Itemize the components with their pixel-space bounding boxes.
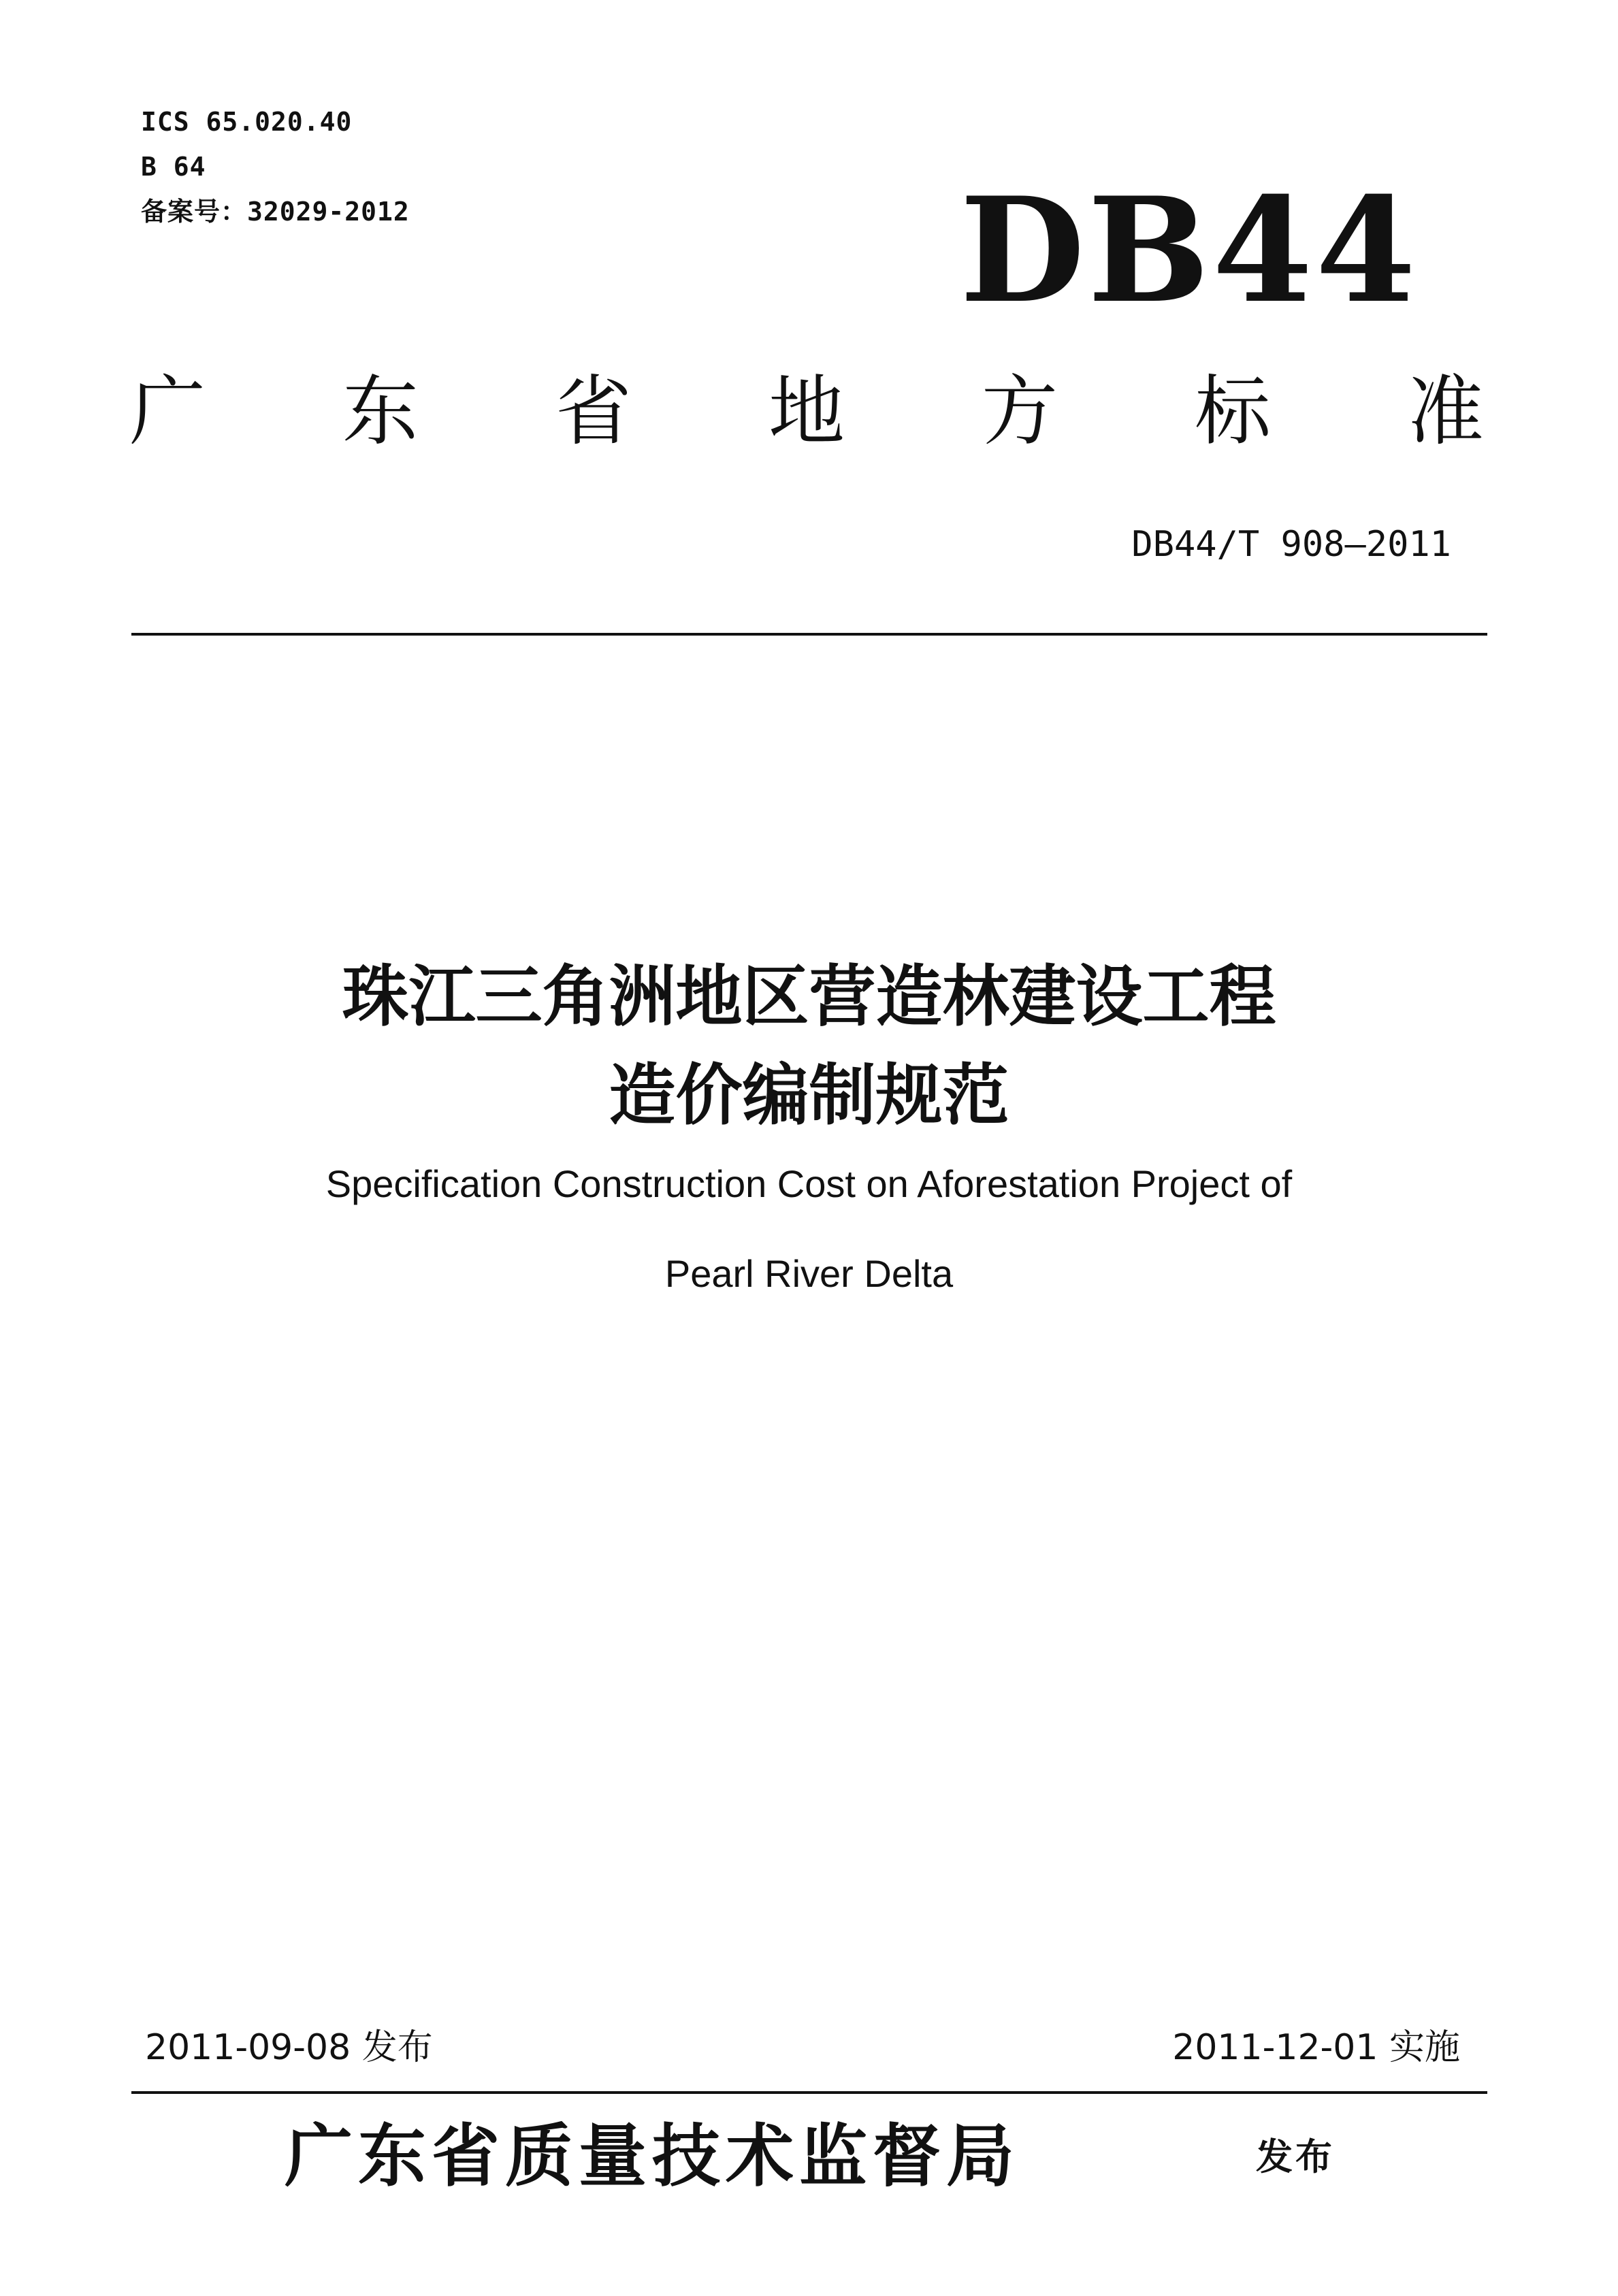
standard-number: DB44/T 908—2011 bbox=[1131, 524, 1451, 565]
ccs-code: B 64 bbox=[141, 152, 206, 182]
standard-type-char: 广 bbox=[129, 367, 206, 456]
db44-logo: DB44 bbox=[960, 165, 1419, 335]
title-chinese-line2: 造价编制规范 bbox=[609, 1057, 1009, 1134]
issue-date: 2011-09-08 发布 bbox=[145, 2027, 433, 2068]
title-english-line1: Specification Construction Cost on Aforestation Project of bbox=[325, 1162, 1293, 1205]
top-divider bbox=[131, 633, 1487, 636]
standard-type-char: 准 bbox=[1408, 367, 1484, 456]
standard-type-char: 东 bbox=[342, 367, 419, 456]
standard-type-char: 地 bbox=[768, 367, 845, 456]
standard-type-char: 方 bbox=[982, 367, 1058, 456]
standard-type-heading bbox=[129, 367, 1484, 456]
publisher-name: 广东省质量技术监督局 bbox=[285, 2116, 1020, 2196]
standard-type-char: 标 bbox=[1195, 367, 1271, 456]
standard-type-char: 省 bbox=[555, 367, 632, 456]
title-chinese-line1: 珠江三角洲地区营造林建设工程 bbox=[342, 958, 1276, 1036]
ics-code: ICS 65.020.40 bbox=[141, 107, 353, 137]
bottom-divider bbox=[131, 2091, 1487, 2094]
record-number: 备案号：32029-2012 bbox=[141, 197, 410, 227]
publisher-suffix: 发布 bbox=[1256, 2135, 1335, 2178]
title-english-line2: Pearl River Delta bbox=[664, 1252, 954, 1295]
implementation-date: 2011-12-01 实施 bbox=[1172, 2027, 1460, 2068]
